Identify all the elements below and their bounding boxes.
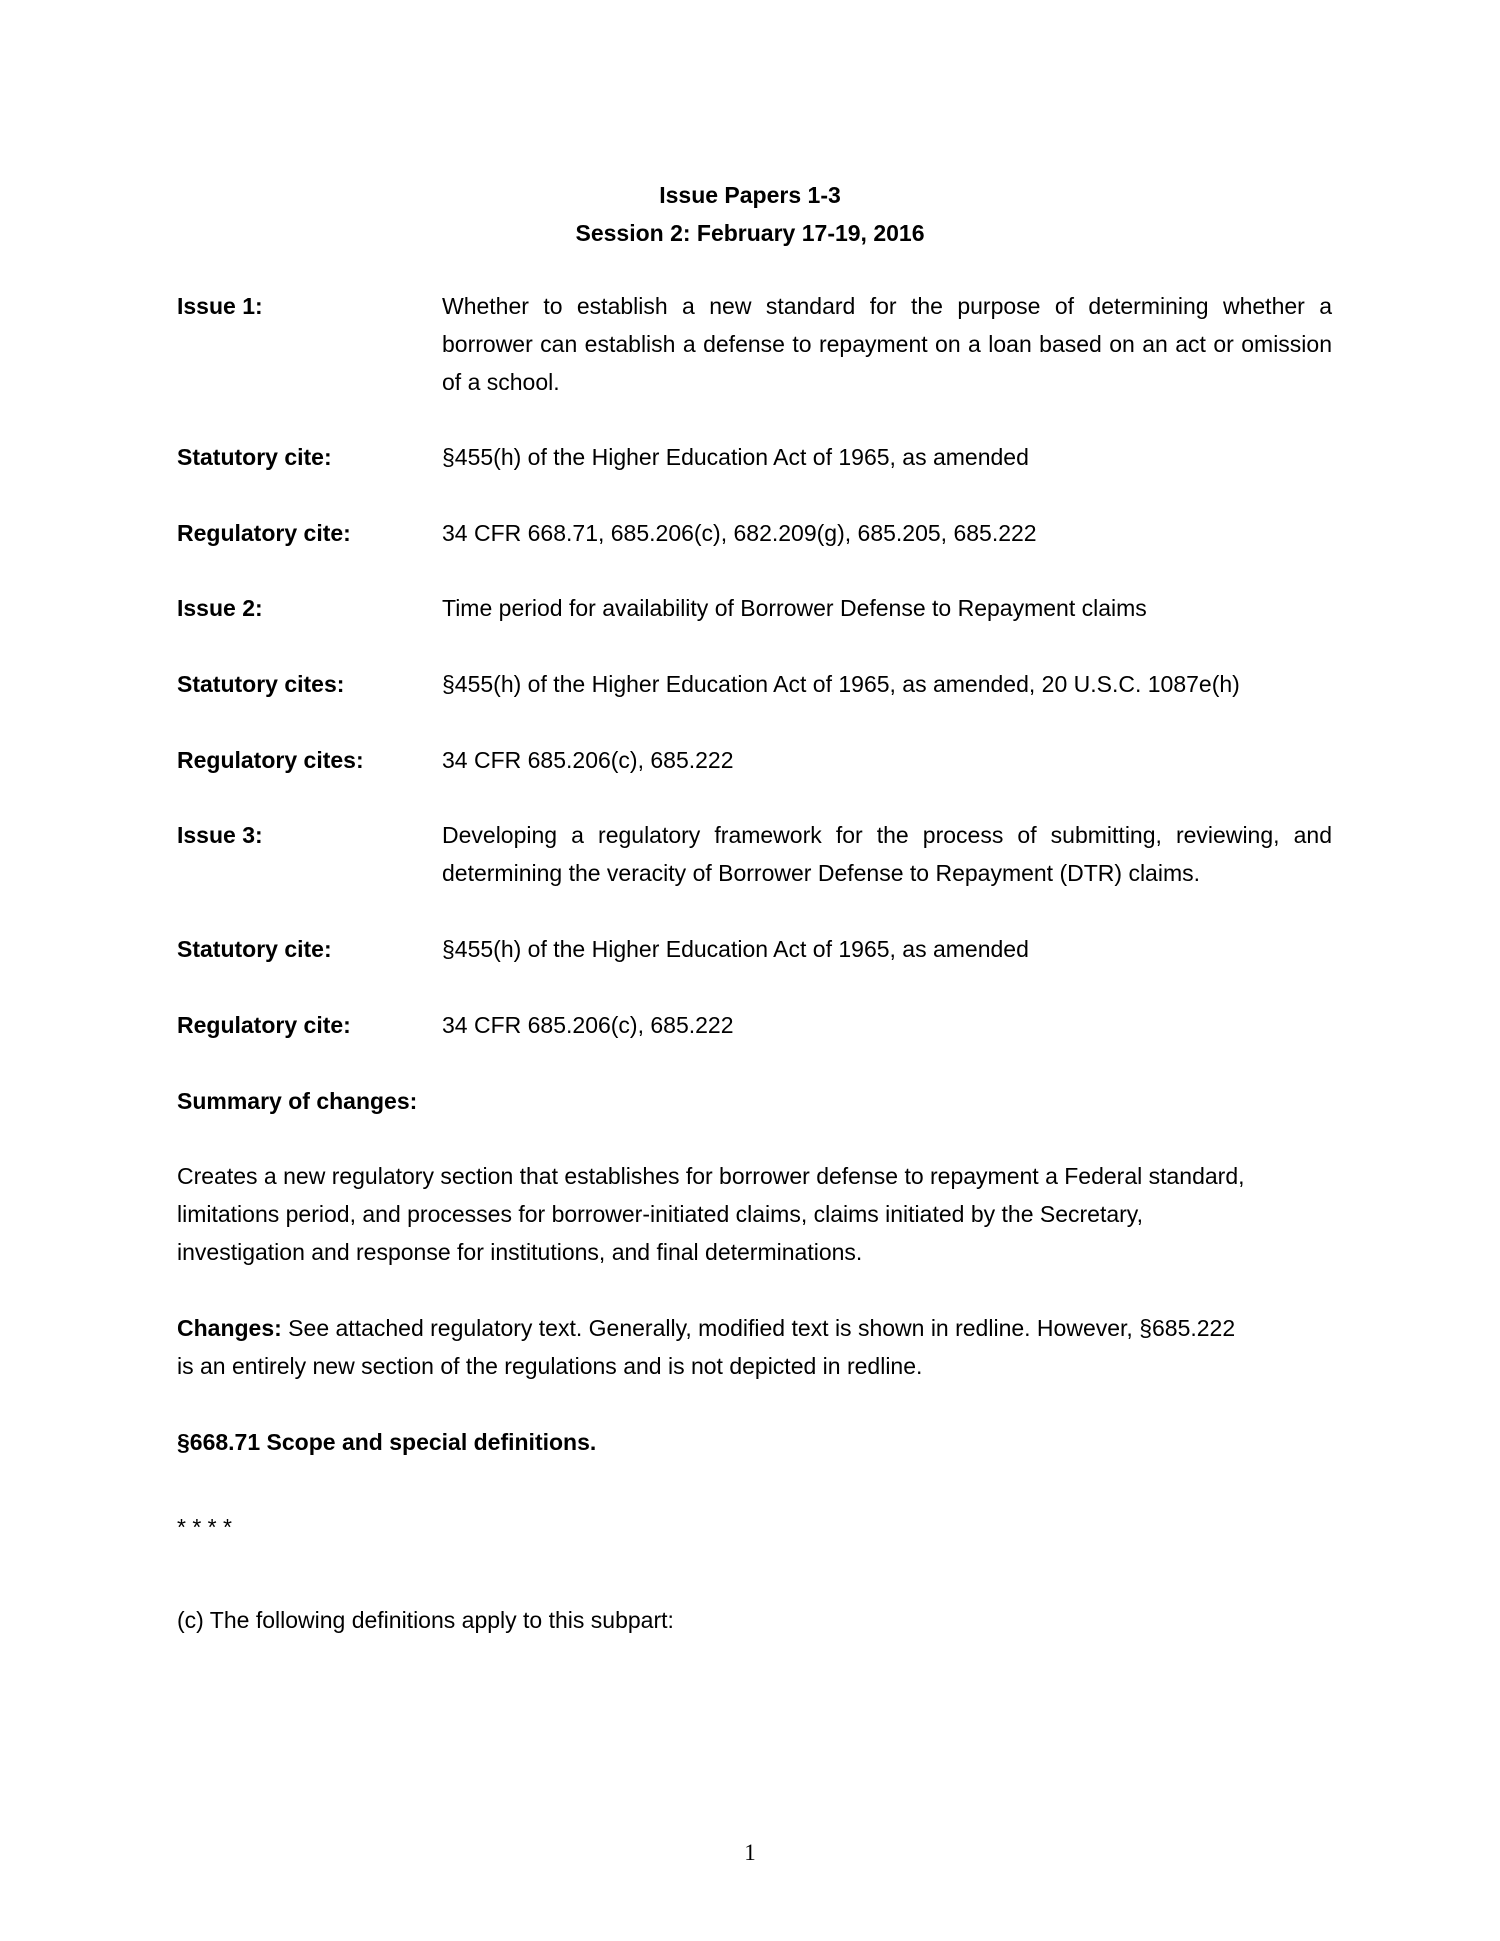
- document-title: Issue Papers 1-3: [659, 182, 841, 208]
- summary-heading: Summary of changes:: [177, 1088, 418, 1114]
- section-heading: §668.71 Scope and special definitions.: [177, 1429, 597, 1455]
- field-value: §455(h) of the Higher Education Act of 1965, as amended: [442, 936, 1029, 962]
- title-block: [0, 176, 1500, 252]
- field-value: Time period for availability of Borrower Defense to Repayment claims: [442, 595, 1147, 621]
- field-value: 34 CFR 685.206(c), 685.222: [442, 1012, 734, 1038]
- page-number: 1: [744, 1840, 756, 1865]
- field-label: Statutory cite:: [177, 936, 332, 962]
- field-label: Regulatory cite:: [177, 1012, 351, 1038]
- summary-paragraph: Creates a new regulatory section that establishes for borrower defense to repayment a Federal standard, limitations period, and processes for borrower-initiated claims, claims initiated by the Secretary, investigation and response for institutions, and final determinations.: [177, 1163, 1245, 1265]
- field-value: 34 CFR 668.71, 685.206(c), 682.209(g), 685.205, 685.222: [442, 520, 1037, 546]
- field-label: Regulatory cites:: [177, 747, 364, 773]
- field-label: Statutory cite:: [177, 444, 332, 470]
- field-label: Issue 2:: [177, 595, 263, 621]
- omission-marker: * * * *: [177, 1514, 232, 1540]
- field-label: Regulatory cite:: [177, 520, 351, 546]
- field-value: Whether to establish a new standard for the purpose of determining whether a borrower can establish a defense to repayment on a loan based on an act or omission of a school.: [442, 293, 1332, 395]
- field-label: Issue 3:: [177, 822, 263, 848]
- session-subtitle: Session 2: February 17-19, 2016: [575, 220, 925, 246]
- field-label: Statutory cites:: [177, 671, 345, 697]
- field-value: §455(h) of the Higher Education Act of 1965, as amended, 20 U.S.C. 1087e(h): [442, 671, 1240, 697]
- definitions-intro: (c) The following definitions apply to this subpart:: [177, 1607, 674, 1633]
- field-value: §455(h) of the Higher Education Act of 1965, as amended: [442, 444, 1029, 470]
- changes-text: See attached regulatory text. Generally, modified text is shown in redline. However, §685.222 is an entirely new section of the regulations and is not depicted in redline.: [177, 1315, 1236, 1379]
- changes-paragraph: [177, 1309, 1257, 1385]
- field-value: 34 CFR 685.206(c), 685.222: [442, 747, 734, 773]
- field-value: Developing a regulatory framework for the process of submitting, reviewing, and determining the veracity of Borrower Defense to Repayment (DTR) claims.: [442, 822, 1332, 886]
- changes-label: Changes:: [177, 1315, 282, 1341]
- field-label: Issue 1:: [177, 293, 263, 319]
